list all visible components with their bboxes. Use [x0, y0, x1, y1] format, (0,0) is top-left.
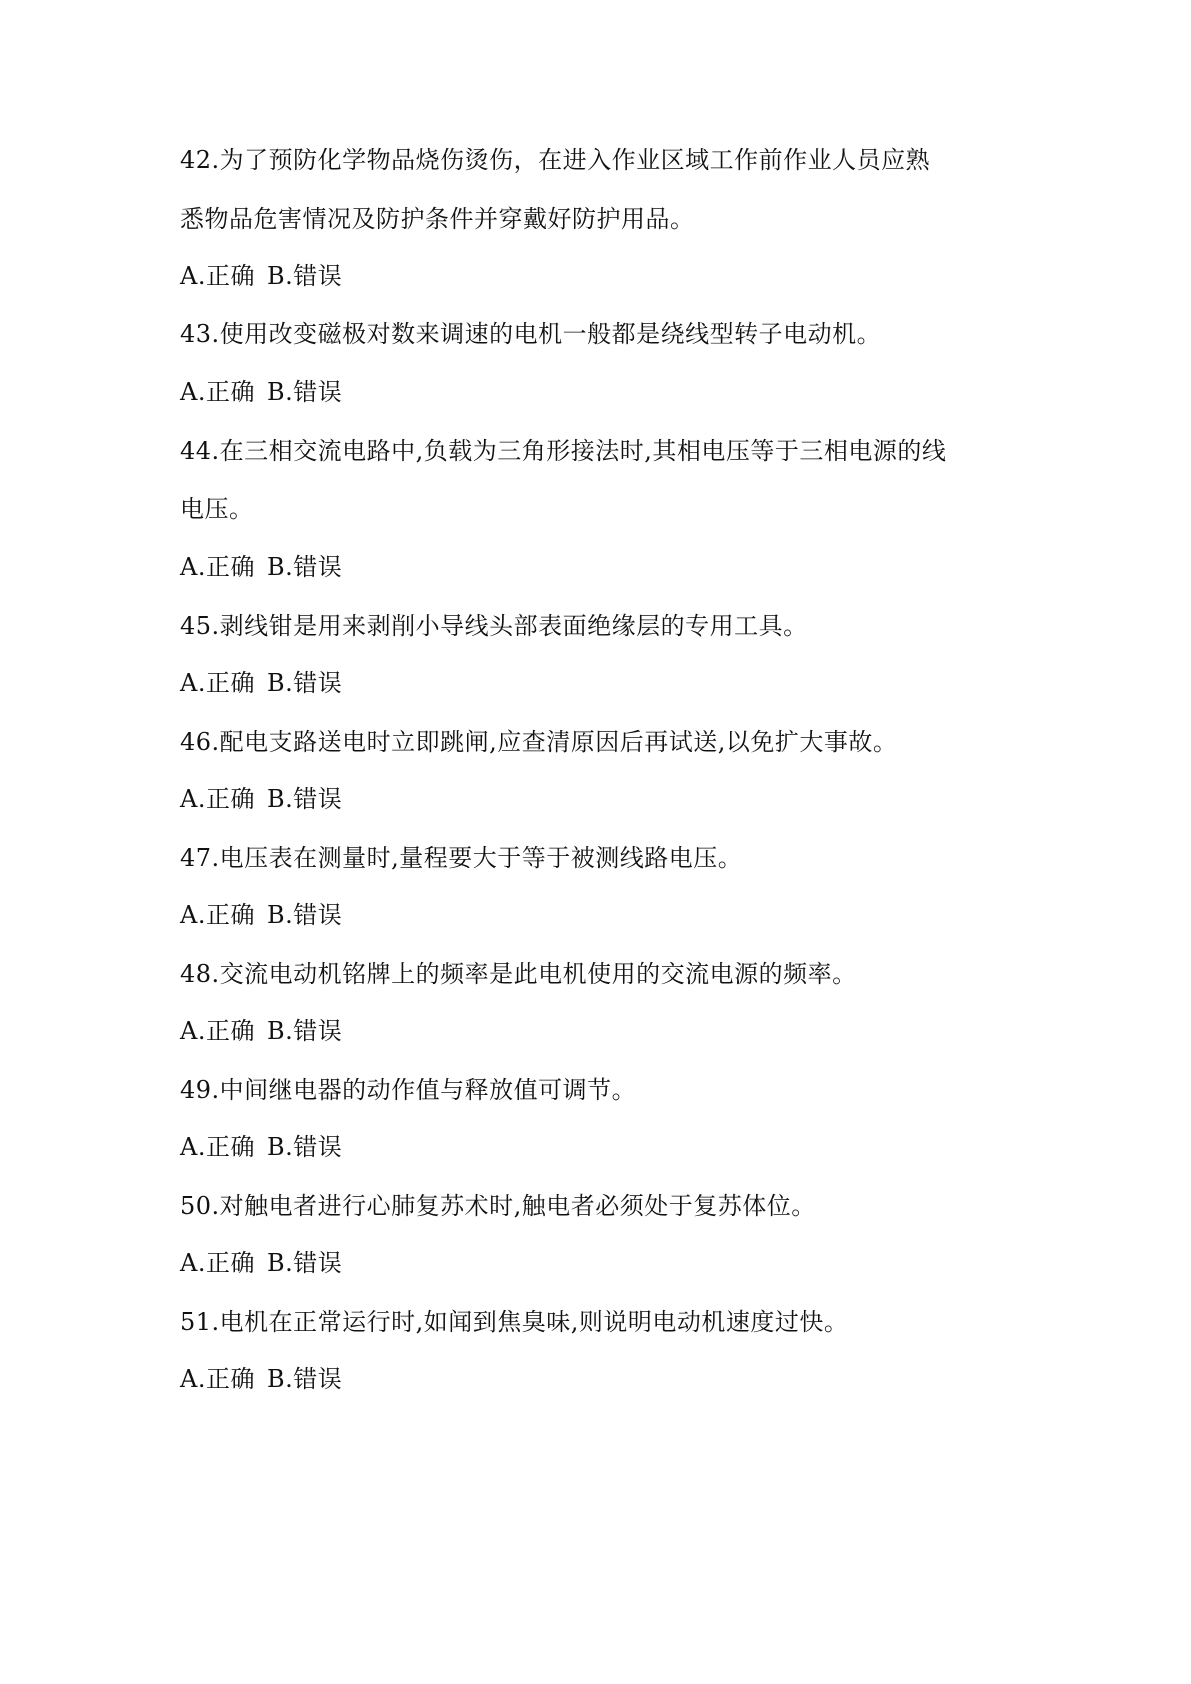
option-b: B.错误 — [266, 1249, 343, 1277]
question-44-line-2: 电压。 — [180, 495, 254, 523]
question-51-options — [180, 1362, 342, 1396]
option-a: A.正确 — [180, 1133, 255, 1161]
question-42-line-2: 悉物品危害情况及防护条件并穿戴好防护用品。 — [180, 205, 695, 233]
option-b: B.错误 — [266, 553, 343, 581]
option-b: B.错误 — [266, 1365, 343, 1393]
question-49-line-1: 49.中间继电器的动作值与释放值可调节。 — [180, 1076, 637, 1104]
option-a: A.正确 — [180, 378, 255, 406]
option-a: A.正确 — [180, 1365, 255, 1393]
option-b: B.错误 — [266, 1133, 343, 1161]
question-51-line-1: 51.电机在正常运行时,如闻到焦臭味,则说明电动机速度过快。 — [180, 1308, 849, 1336]
question-42-options — [180, 259, 342, 293]
option-a: A.正确 — [180, 785, 255, 813]
question-44-line-1: 44.在三相交流电路中,负载为三角形接法时,其相电压等于三相电源的线 — [180, 437, 947, 465]
question-45-options — [180, 666, 342, 700]
question-49-options — [180, 1130, 342, 1164]
question-43-line-1: 43.使用改变磁极对数来调速的电机一般都是绕线型转子电动机。 — [180, 320, 882, 348]
option-b: B.错误 — [266, 901, 343, 929]
option-b: B.错误 — [266, 785, 343, 813]
question-47-line-1: 47.电压表在测量时,量程要大于等于被测线路电压。 — [180, 844, 743, 872]
question-48-line-1: 48.交流电动机铭牌上的频率是此电机使用的交流电源的频率。 — [180, 960, 857, 988]
option-b: B.错误 — [266, 262, 343, 290]
question-43-options — [180, 375, 342, 409]
question-50-line-1: 50.对触电者进行心肺复苏术时,触电者必须处于复苏体位。 — [180, 1192, 816, 1220]
question-45-line-1: 45.剥线钳是用来剥削小导线头部表面绝缘层的专用工具。 — [180, 612, 808, 640]
question-46-options — [180, 782, 342, 816]
question-48-options — [180, 1014, 342, 1048]
question-47-options — [180, 898, 342, 932]
option-a: A.正确 — [180, 262, 255, 290]
option-b: B.错误 — [266, 669, 343, 697]
option-a: A.正确 — [180, 901, 255, 929]
option-a: A.正确 — [180, 553, 255, 581]
option-a: A.正确 — [180, 1249, 255, 1277]
option-b: B.错误 — [266, 378, 343, 406]
option-a: A.正确 — [180, 1017, 255, 1045]
question-44-options — [180, 550, 342, 584]
question-42-line-1: 42.为了预防化学物品烧伤烫伤，在进入作业区域工作前作业人员应熟 — [180, 146, 931, 174]
question-50-options — [180, 1246, 342, 1280]
option-a: A.正确 — [180, 669, 255, 697]
option-b: B.错误 — [266, 1017, 343, 1045]
question-46-line-1: 46.配电支路送电时立即跳闸,应查清原因后再试送,以免扩大事故。 — [180, 728, 898, 756]
